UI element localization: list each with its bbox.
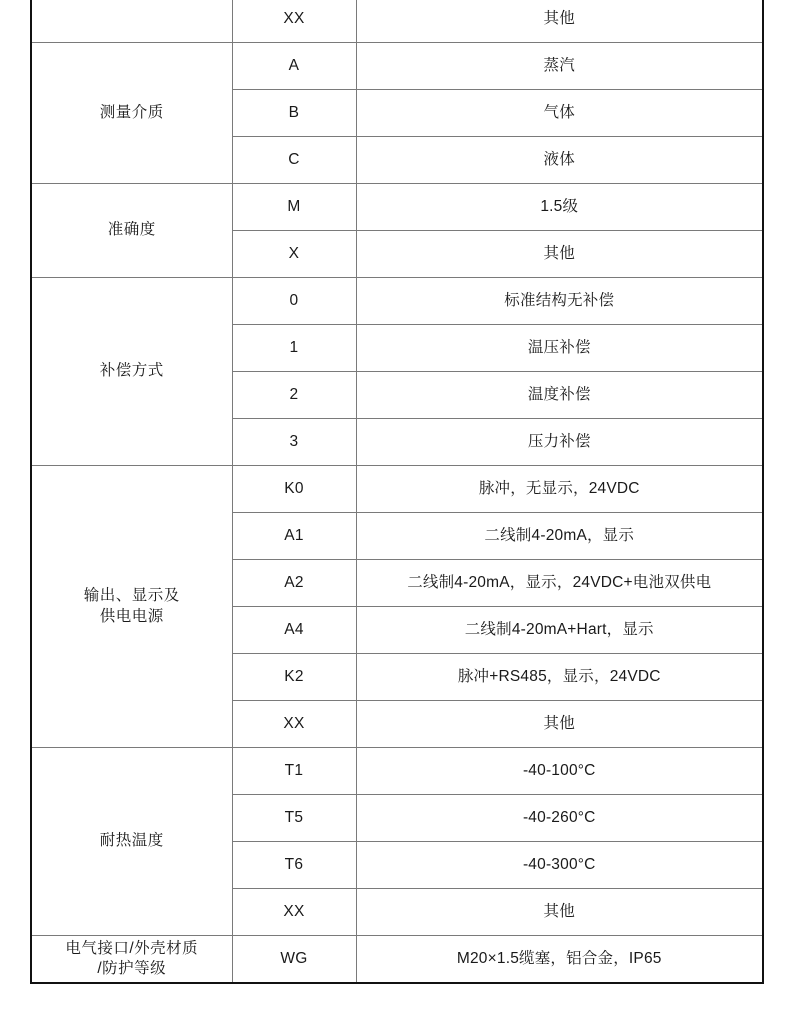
- group-label-cell-output-display-power: [31, 466, 232, 748]
- code-cell: T5: [232, 795, 356, 842]
- description-cell: 温度补偿: [356, 372, 763, 419]
- table-row: [31, 748, 763, 795]
- description-cell: 其他: [356, 231, 763, 278]
- description-cell: 1.5级: [356, 184, 763, 231]
- description-cell: 温压补偿: [356, 325, 763, 372]
- code-cell: T6: [232, 842, 356, 889]
- description-cell: 液体: [356, 137, 763, 184]
- description-cell: M20×1.5缆塞，铝合金，IP65: [356, 936, 763, 984]
- table-row: [31, 936, 763, 984]
- spec-table-body: [31, 0, 763, 983]
- code-cell: A4: [232, 607, 356, 654]
- description-cell: 标准结构无补偿: [356, 278, 763, 325]
- description-cell: 脉冲，无显示，24VDC: [356, 466, 763, 513]
- code-cell: A1: [232, 513, 356, 560]
- group-label-cell-accuracy: 准确度: [31, 184, 232, 278]
- code-cell: C: [232, 137, 356, 184]
- description-cell: -40-100°C: [356, 748, 763, 795]
- description-cell: -40-300°C: [356, 842, 763, 889]
- description-cell: -40-260°C: [356, 795, 763, 842]
- code-cell: A2: [232, 560, 356, 607]
- code-cell: XX: [232, 701, 356, 748]
- table-row: [31, 0, 763, 43]
- group-label-line-2: /防护等级: [97, 960, 167, 977]
- code-cell: K2: [232, 654, 356, 701]
- table-row: [31, 278, 763, 325]
- code-cell: X: [232, 231, 356, 278]
- code-cell: B: [232, 90, 356, 137]
- spec-table-container: [30, 0, 762, 984]
- code-cell: XX: [232, 889, 356, 936]
- description-cell: 二线制4-20mA+Hart，显示: [356, 607, 763, 654]
- code-cell: A: [232, 43, 356, 90]
- group-label-cell-compensation-type: 补偿方式: [31, 278, 232, 466]
- description-cell: 脉冲+RS485，显示，24VDC: [356, 654, 763, 701]
- description-cell: 蒸汽: [356, 43, 763, 90]
- description-cell: 压力补偿: [356, 419, 763, 466]
- group-label-line-2: 供电电源: [99, 607, 164, 625]
- group-label-line-1: 输出、显示及: [83, 587, 180, 605]
- code-cell: 1: [232, 325, 356, 372]
- description-cell: 气体: [356, 90, 763, 137]
- table-row: [31, 43, 763, 90]
- group-label-cell-measuring-medium: 测量介质: [31, 43, 232, 184]
- code-cell: T1: [232, 748, 356, 795]
- table-row: [31, 184, 763, 231]
- code-cell: 0: [232, 278, 356, 325]
- group-label-cell-0: [31, 0, 232, 43]
- description-cell: 二线制4-20mA，显示，24VDC+电池双供电: [356, 560, 763, 607]
- table-row: [31, 466, 763, 513]
- description-cell: 其他: [356, 701, 763, 748]
- group-label-line-1: 电气接口/外壳材质: [65, 939, 199, 957]
- description-cell: 二线制4-20mA，显示: [356, 513, 763, 560]
- spec-table: [30, 0, 764, 984]
- description-cell: 其他: [356, 0, 763, 43]
- group-label-cell-heat-resistance-temperature: 耐热温度: [31, 748, 232, 936]
- code-cell: WG: [232, 936, 356, 984]
- description-cell: 其他: [356, 889, 763, 936]
- code-cell: 3: [232, 419, 356, 466]
- code-cell: K0: [232, 466, 356, 513]
- code-cell: M: [232, 184, 356, 231]
- code-cell: XX: [232, 0, 356, 43]
- group-label-cell-electrical-interface-housing-protection: [31, 936, 232, 984]
- code-cell: 2: [232, 372, 356, 419]
